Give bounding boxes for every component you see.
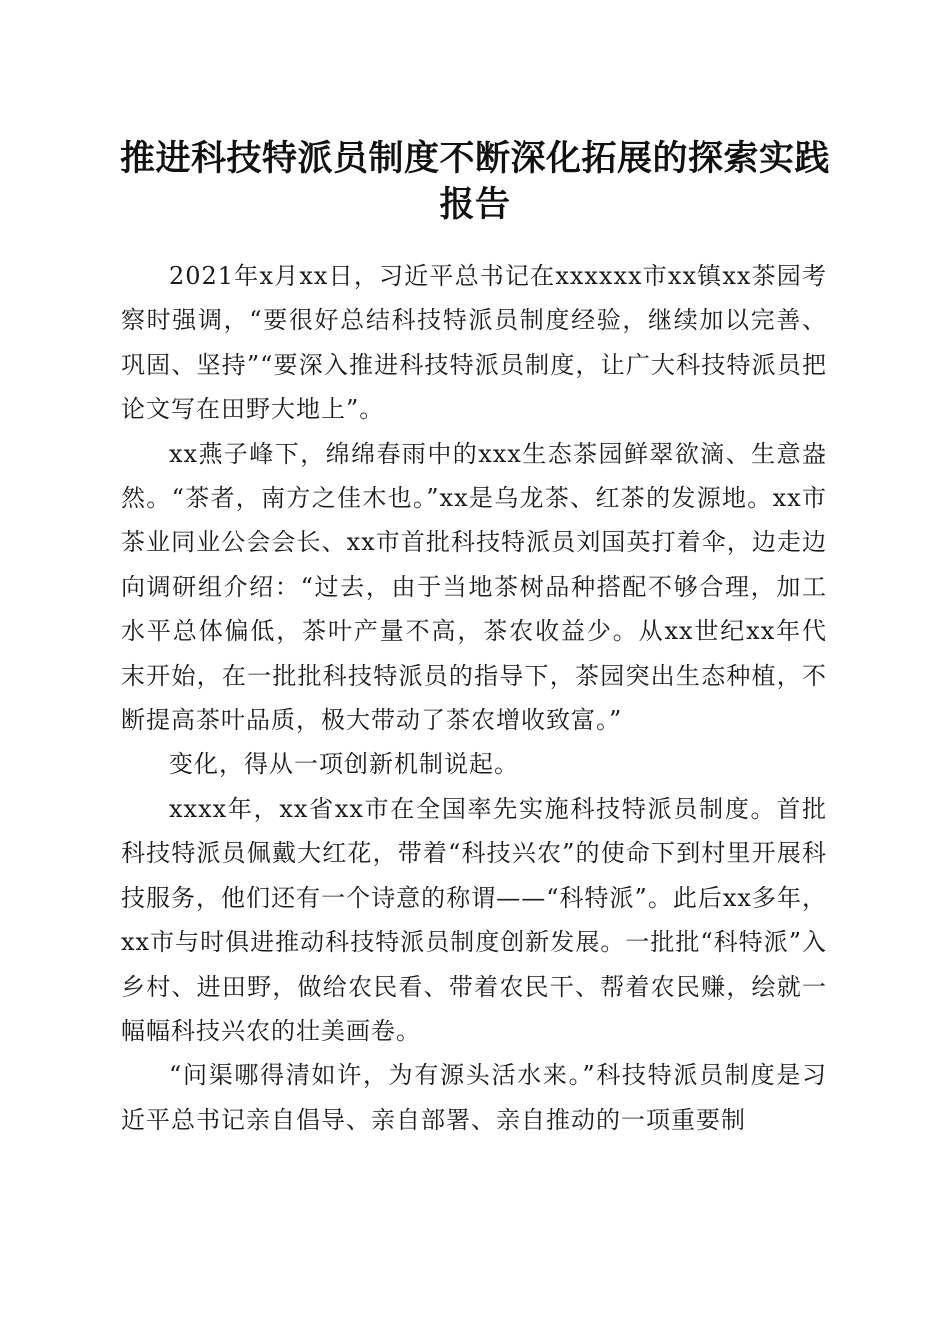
paragraph-3: 变化，得从一项创新机制说起。: [169, 750, 519, 779]
document-title: [100, 136, 850, 228]
paragraph-2: xx燕子峰下，绵绵春雨中的xxx生态茶园鲜翠欲滴、生意盎然。“茶者，南方之佳木也。”xx是乌龙茶、红茶的发源地。xx市茶业同业公会会长、xx市首批科技特派员刘国英打着伞，边走边向调研组介绍：“过去，由于当地茶树品种搭配不够合理，加工水平总体偏低，茶叶产量不高，茶农收益少。从xx世纪xx年代末开始，在一批批科技特派员的指导下，茶园突出生态种植，不断提高茶叶品质，极大带动了茶农增收致富。”: [121, 439, 827, 735]
title-line-2: 报告: [439, 184, 511, 225]
paragraph-1: 2021年x月xx日，习近平总书记在xxxxxx市xx镇xx茶园考察时强调，“要很好总结科技特派员制度经验，继续加以完善、巩固、坚持”“要深入推进科技特派员制度，让广大科技特派员把论文写在田野大地上”。: [121, 262, 827, 424]
title-line-1: 推进科技特派员制度不断深化拓展的探索实践: [119, 138, 830, 179]
paragraph-5: “问渠哪得清如许，为有源头活水来。”科技特派员制度是习近平总书记亲自倡导、亲自部署、亲自推动的一项重要制: [121, 1061, 827, 1134]
paragraph-4: xxxx年，xx省xx市在全国率先实施科技特派员制度。首批科技特派员佩戴大红花，带着“科技兴农”的使命下到村里开展科技服务，他们还有一个诗意的称谓——“科特派”。此后xx多年，xx市与时俱进推动科技特派员制度创新发展。一批批“科特派”入乡村、进田野，做给农民看、带着农民干、帮着农民赚，绘就一幅幅科技兴农的壮美画卷。: [121, 794, 827, 1045]
document-body: [121, 254, 827, 1142]
